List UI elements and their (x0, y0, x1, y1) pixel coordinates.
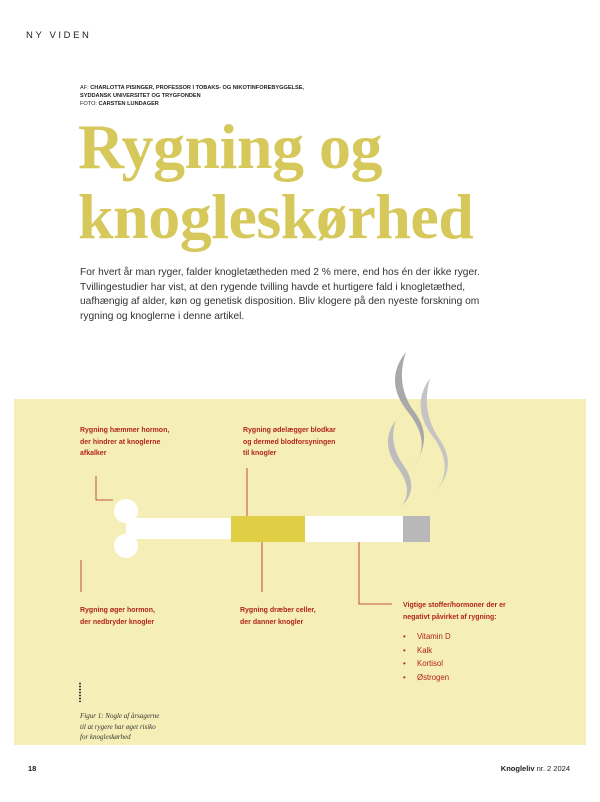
intro-paragraph: For hvert år man ryger, falder knogletætheden med 2 % mere, end hos én der ikke ryger. Tvillingestudier har vist, at den rygende tvilling havde et hurtigere fald i knogletæthed, uafhængig af alder, køn og genetisk disposition. Bliv klogere på den nyeste forskning om rygning og knoglerne i denne artikel. (80, 267, 480, 322)
label-substances (403, 599, 506, 622)
issue-info: nr. 2 2024 (534, 764, 570, 773)
label-hormone-block-line-2: der hindrer at knoglerne (80, 436, 161, 446)
label-cells (240, 604, 316, 627)
cigarette-filter (231, 516, 305, 542)
footer-magazine (501, 764, 570, 773)
author-line-2: SYDDANSK UNIVERSITET OG TRYGFONDEN (80, 93, 201, 99)
label-blood-line-1: Rygning ødelægger blodkar (243, 425, 336, 434)
photo-prefix: FOTO: (80, 101, 99, 107)
label-substances-line-2: negativt påvirket af rygning: (403, 611, 497, 621)
label-hormone-increase-line-1: Rygning øger hormon, (80, 605, 155, 614)
title-line-1: Rygning og (78, 111, 382, 182)
list-item: • Østrogen (403, 671, 451, 685)
label-blood-line-2: og dermed blodforsyningen (243, 436, 336, 446)
dotted-divider (79, 682, 81, 702)
label-blood-line-3: til knogler (243, 448, 277, 457)
title-line-2: knogleskørhed (78, 181, 474, 252)
caption-line-3: for knogleskørhed (80, 733, 131, 741)
bone-icon (114, 499, 236, 558)
leader-line-hormone-block (96, 476, 113, 500)
list-item: • Kortisol (403, 657, 451, 671)
author-line-1: CHARLOTTA PISINGER, PROFESSOR I TOBAKS- OG NIKOTINFOREBYGGELSE, (90, 85, 304, 91)
section-label: NY VIDEN (26, 30, 92, 41)
label-hormone-block-line-1: Rygning hæmmer hormon, (80, 425, 170, 434)
label-cells-line-2: der danner knogler (240, 616, 304, 626)
smoke-icon (388, 352, 448, 506)
list-item: • Vitamin D (403, 630, 451, 644)
magazine-name: Knogleliv (500, 764, 535, 773)
leader-line-substances (359, 542, 392, 604)
label-hormone-increase (80, 604, 155, 627)
caption-line-1: Figur 1: Nogle af årsagerne (80, 712, 160, 720)
figure-caption (80, 711, 159, 743)
photo-credit: CARSTEN LUNDAGER (98, 101, 159, 107)
label-substances-line-1: Vigtige stoffer/hormoner der er (403, 600, 506, 609)
caption-line-2: til at rygere har øget risiko (80, 722, 156, 731)
page-number: 18 (28, 764, 37, 773)
label-hormone-block (80, 424, 169, 459)
label-cells-line-1: Rygning dræber celler, (240, 605, 316, 614)
label-blood (243, 424, 336, 459)
substances-list (403, 630, 451, 684)
label-hormone-increase-line-2: der nedbryder knogler (80, 616, 155, 626)
cigarette-paper (305, 516, 403, 542)
author-prefix: AF: (80, 85, 91, 91)
label-hormone-block-line-3: afkalker (80, 448, 107, 457)
list-item: • Kalk (403, 644, 451, 658)
cigarette-ash (403, 516, 430, 542)
